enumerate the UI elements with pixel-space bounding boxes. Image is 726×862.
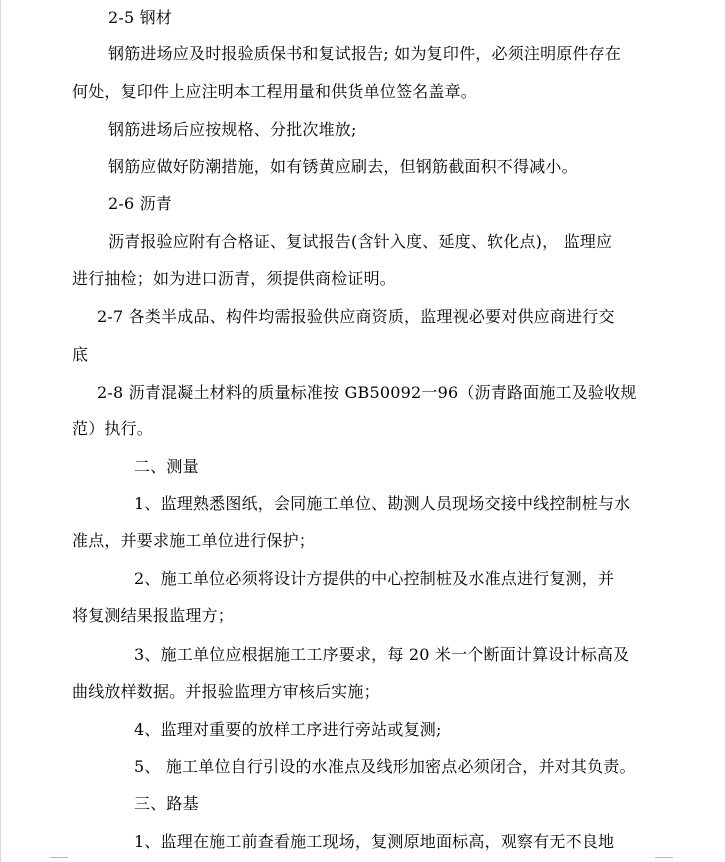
paragraph-2-8-line: 2-8 沥青混凝土材料的质量标准按 GB50092一96（沥青路面施工及验收规 bbox=[97, 383, 637, 402]
paragraph-line: 将复测结果报监理方； bbox=[72, 606, 235, 625]
paragraph-line: 何处，复印件上应注明本工程用量和供货单位签名盖章。 bbox=[72, 82, 478, 101]
paragraph-line: 进行抽检；如为进口沥青，须提供商检证明。 bbox=[72, 269, 397, 288]
list-item: 4、监理对重要的放样工序进行旁站或复测; bbox=[134, 720, 442, 739]
page-corner-mark-right bbox=[655, 857, 673, 862]
paragraph-line: 沥青报验应附有合格证、复试报告(含针入度、延度、软化点)， 监理应 bbox=[108, 232, 613, 251]
list-item: 1、监理熟悉图纸，会同施工单位、勘测人员现场交接中线控制桩与水 bbox=[134, 494, 631, 513]
list-item: 1、监理在施工前查看施工现场，复测原地面标高，观察有无不良地 bbox=[134, 832, 615, 851]
paragraph-line: 范）执行。 bbox=[72, 419, 154, 438]
paragraph-line: 钢筋进场应及时报验质保书和复试报告; 如为复印件，必须注明原件存在 bbox=[108, 44, 622, 63]
list-item: 3、施工单位应根据施工工序要求，每 20 米一个断面计算设计标高及 bbox=[134, 645, 630, 664]
paragraph-line: 钢筋应做好防潮措施，如有锈黄应刷去，但钢筋截面积不得减小。 bbox=[108, 157, 578, 176]
paragraph-2-7-line: 2-7 各类半成品、构件均需报验供应商资质，监理视必要对供应商进行交 bbox=[97, 307, 615, 326]
page-left-edge bbox=[0, 0, 1, 862]
page-corner-mark-left bbox=[50, 857, 68, 862]
section-heading-survey: 二、测量 bbox=[134, 457, 199, 476]
paragraph-line: 钢筋进场后应按规格、分批次堆放; bbox=[108, 120, 357, 139]
section-heading-subgrade: 三、路基 bbox=[134, 794, 199, 813]
heading-2-6-asphalt: 2-6 沥青 bbox=[108, 194, 173, 213]
paragraph-line: 准点，并要求施工单位进行保护； bbox=[72, 531, 316, 550]
paragraph-line: 曲线放样数据。并报验监理方审核后实施； bbox=[72, 682, 380, 701]
list-item: 2、施工单位必须将设计方提供的中心控制桩及水准点进行复测，并 bbox=[134, 569, 615, 588]
heading-2-5-steel: 2-5 钢材 bbox=[108, 8, 173, 27]
paragraph-line: 底 bbox=[72, 345, 89, 364]
list-item: 5、 施工单位自行引设的水准点及线形加密点必须闭合，并对其负责。 bbox=[134, 757, 636, 776]
